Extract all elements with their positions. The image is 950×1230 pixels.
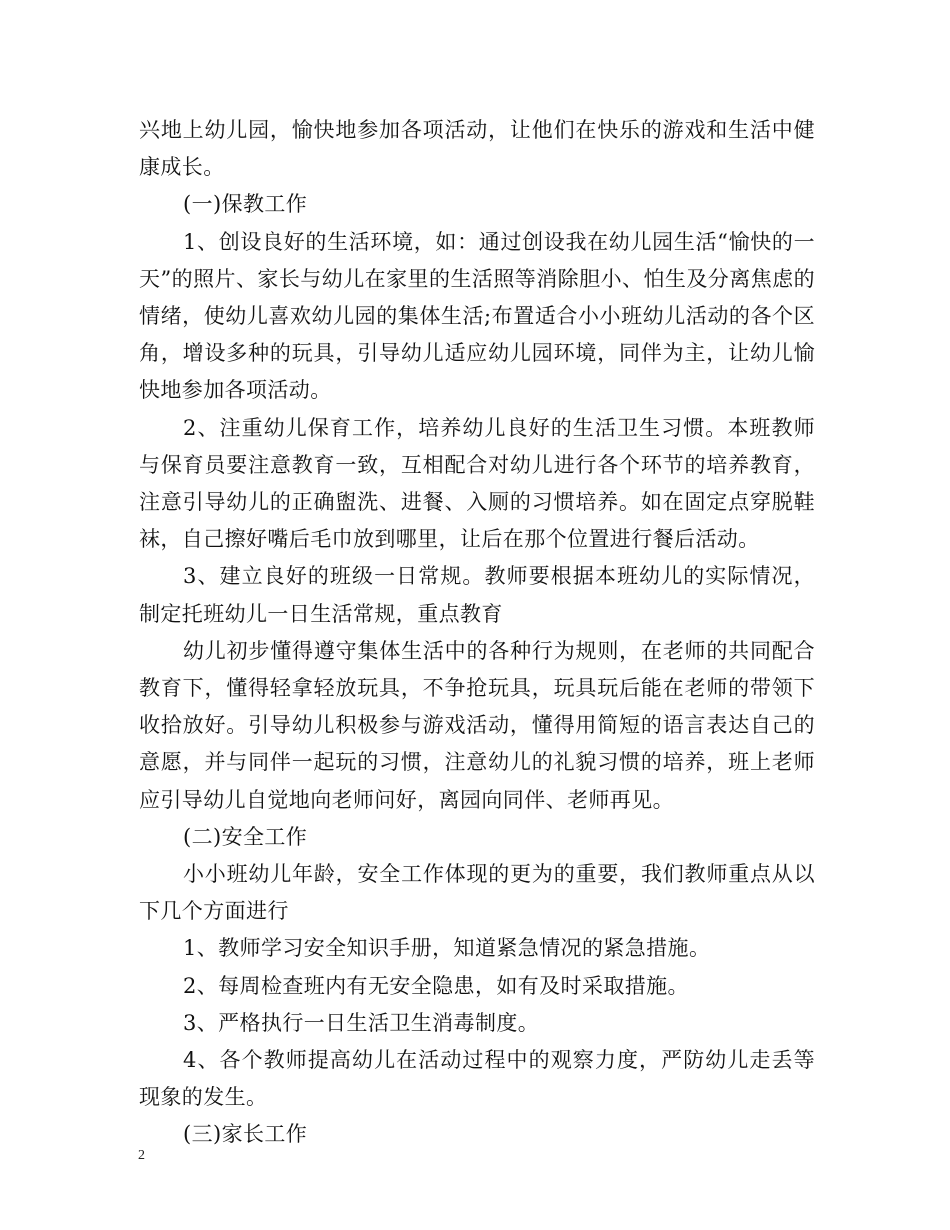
paragraph-care-item-2: 2、注重幼儿保育工作，培养幼儿良好的生活卫生习惯。本班教师与保育员要注意教育一致，互相配合对幼儿进行各个环节的培养教育，注意引导幼儿的正确盥洗、进餐、入厕的习惯培养。如在固定点穿脱鞋袜，自己擦好嘴后毛巾放到哪里，让后在那个位置进行餐后活动。 (139, 415, 815, 552)
paragraph-care-item-1: 1、创设良好的生活环境，如：通过创设我在幼儿园生活“愉快的一天”的照片、家长与幼儿在家里的生活照等消除胆小、怕生及分离焦虑的情绪，使幼儿喜欢幼儿园的集体生活;布置适合小小班幼儿活动的各个区角，增设多种的玩具，引导幼儿适应幼儿园环境，同伴为主，让幼儿愉快地参加各项活动。 (139, 229, 815, 403)
document-body (139, 112, 815, 1154)
paragraph-care-item-3-details: 幼儿初步懂得遵守集体生活中的各种行为规则，在老师的共同配合教育下，懂得轻拿轻放玩具，不争抢玩具，玩具玩后能在老师的带领下收拾放好。引导幼儿积极参与游戏活动，懂得用简短的语言表达自己的意愿，并与同伴一起玩的习惯，注意幼儿的礼貌习惯的培养，班上老师应引导幼儿自觉地向老师问好，离园向同伴、老师再见。 (139, 638, 815, 812)
paragraph-safety-intro: 小小班幼儿年龄，安全工作体现的更为的重要，我们教师重点从以下几个方面进行 (139, 862, 815, 924)
page-number: 2 (138, 1148, 145, 1163)
paragraph-safety-item-4: 4、各个教师提高幼儿在活动过程中的观察力度，严防幼儿走丢等现象的发生。 (139, 1048, 815, 1110)
paragraph-safety-item-1: 1、教师学习安全知识手册，知道紧急情况的紧急措施。 (183, 936, 711, 961)
paragraph-safety-item-2: 2、每周检查班内有无安全隐患，如有及时采取措施。 (183, 973, 689, 998)
section-heading-safety: (二)安全工作 (183, 824, 308, 849)
section-heading-care-education: (一)保教工作 (183, 192, 308, 217)
paragraph-care-item-3: 3、建立良好的班级一日常规。教师要根据本班幼儿的实际情况，制定托班幼儿一日生活常规，重点教育 (139, 564, 815, 626)
paragraph-continuation: 兴地上幼儿园，愉快地参加各项活动，让他们在快乐的游戏和生活中健康成长。 (139, 118, 815, 180)
paragraph-safety-item-3: 3、严格执行一日生活卫生消毒制度。 (183, 1010, 540, 1035)
section-heading-parent-work: (三)家长工作 (183, 1122, 308, 1147)
